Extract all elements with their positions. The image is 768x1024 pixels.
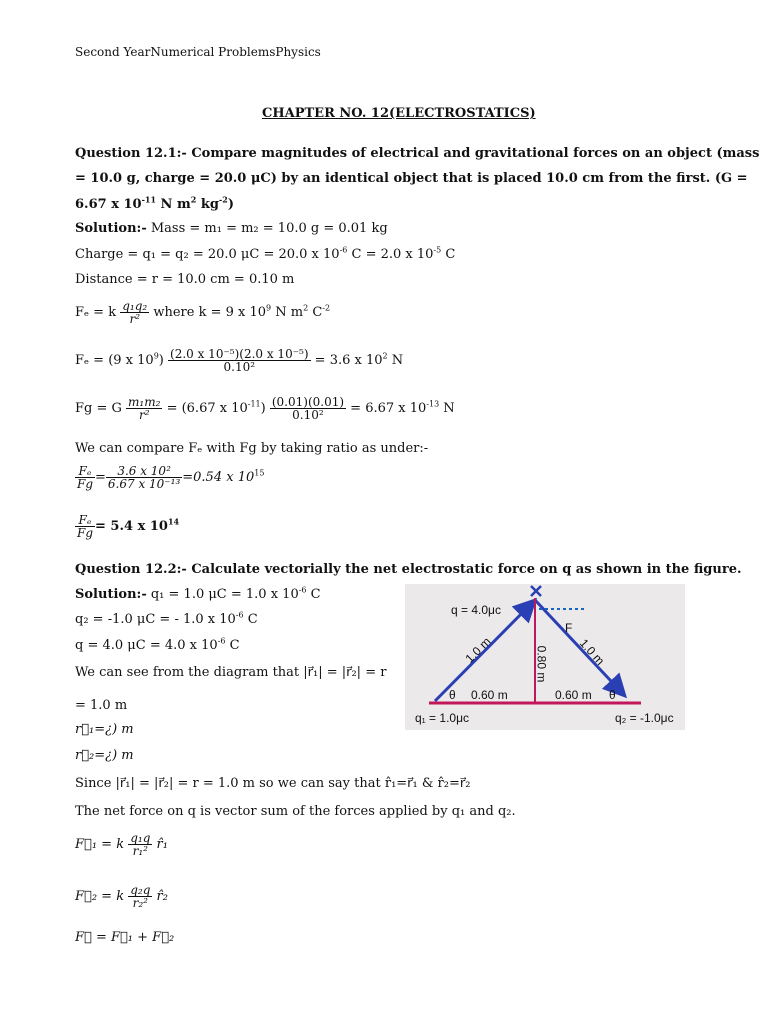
figure-theta-left: θ (449, 688, 456, 702)
fe-calculation: Fₑ = (9 x $10^9$) $\frac{\text{(2.0 x 10⁻⁵)(2.0 x 10⁻⁵)}}{\text{0.10²}}$ = 3.6 x $10^2$ N (75, 347, 404, 374)
force-ratio: $\frac{\text{Fₑ}}{Fg}$ = $\frac{\text{3.6 x 10²}}{\text{6.67 x 10⁻¹³}}$ =0.54 x $10^{15}$ (77, 464, 265, 491)
net-force-sum: F⃗ = F⃗₁ + F⃗₂ (75, 930, 175, 945)
q1-charge: Charge = q₁ = q₂ = 20.0 μC = 20.0 x $10^{-6}$ C = 2.0 x $10^{-5}$ C (75, 245, 456, 262)
q2-charge-q2: q₂ = -1.0 μC = - 1.0 x $10^{-6}$ C (75, 610, 258, 627)
figure-f-label: F (565, 621, 573, 635)
force-ratio-final: $\frac{\text{Fₑ}}{Fg}$ = 5.4 x $10^{14}$ (77, 513, 180, 540)
figure-left-base: 0.60 m (471, 688, 508, 702)
q1-line3: 6.67 x $10^{-11}$ N $m^2$ $kg^{-2}$) (75, 194, 234, 212)
f2-formula: F⃗₂ = k $\frac{\text{q₂q}}{\text{r₂²}}$ r̂₂ (75, 883, 168, 910)
charge-triangle-figure (405, 584, 685, 730)
figure-right-length: 1.0 m (576, 636, 608, 668)
q1-distance: Distance = r = 10.0 cm = 0.10 m (75, 272, 295, 287)
figure-q-label: q = 4.0μc (451, 603, 501, 617)
chapter-title: CHAPTER NO. 12(ELECTROSTATICS) (262, 106, 536, 121)
figure-height-label: 0.80 m (534, 645, 549, 683)
q1-line1: Question 12.1:- Compare magnitudes of electrical and gravitational forces on an object (mass (75, 146, 760, 161)
figure-theta-right: θ (609, 688, 616, 702)
figure-right-base: 0.60 m (555, 688, 592, 702)
figure-q1-label: q₁ = 1.0μc (415, 711, 469, 725)
q1-solution-mass: Solution:- Mass = m₁ = m₂ = 10.0 g = 0.01 kg (75, 221, 388, 236)
since-statement: Since |r⃗₁| = |r⃗₂| = r = 1.0 m so we can say that r̂₁=r⃗₁ & r̂₂=r⃗₂ (75, 776, 471, 791)
page-header: Second YearNumerical ProblemsPhysics (75, 45, 321, 59)
q1-line2: = 10.0 g, charge = 20.0 μC) by an identical object that is placed 10.0 cm from the first. (G = (75, 171, 748, 186)
q2-solution-q1: Solution:- q₁ = 1.0 μC = 1.0 x $10^{-6}$ C (75, 585, 321, 602)
figure-q2-label: q₂ = -1.0μc (615, 711, 674, 725)
q2-title: Question 12.2:- Calculate vectorially the net electrostatic force on q as shown in the figure. (75, 562, 742, 577)
force-arrow-icon (531, 586, 541, 596)
r2-vector: r⃗₂=¿) m (75, 748, 134, 763)
r-value: = 1.0 m (75, 698, 128, 713)
q2-charge-q: q = 4.0 μC = 4.0 x $10^{-6}$ C (75, 636, 240, 653)
compare-text: We can compare Fₑ with Fg by taking ratio as under:- (75, 441, 429, 456)
r1-vector: r⃗₁=¿) m (75, 722, 134, 737)
f1-formula: F⃗₁ = k $\frac{\text{q₁q}}{\text{r₁²}}$ r̂₁ (75, 831, 168, 858)
fe-formula: Fₑ = k $\frac{\text{q₁q₂}}{\text{r²}}$ where k = 9 x $10^9$ N $m^2$ $C^{-2}$ (75, 299, 331, 326)
net-force-statement: The net force on q is vector sum of the forces applied by q₁ and q₂. (75, 804, 516, 819)
figure-left-length: 1.0 m (462, 634, 494, 666)
diagram-statement: We can see from the diagram that |r⃗₁| = |r⃗₂| = r (75, 665, 387, 680)
fg-calculation: Fg = G $\frac{\text{m₁m₂}}{\text{r²}}$ = (6.67 x $10^{-11}$) $\frac{(0.01)(0.01)}{\text{0.10²}}$ = 6.67 x $10^{-13}$ N (75, 395, 455, 422)
